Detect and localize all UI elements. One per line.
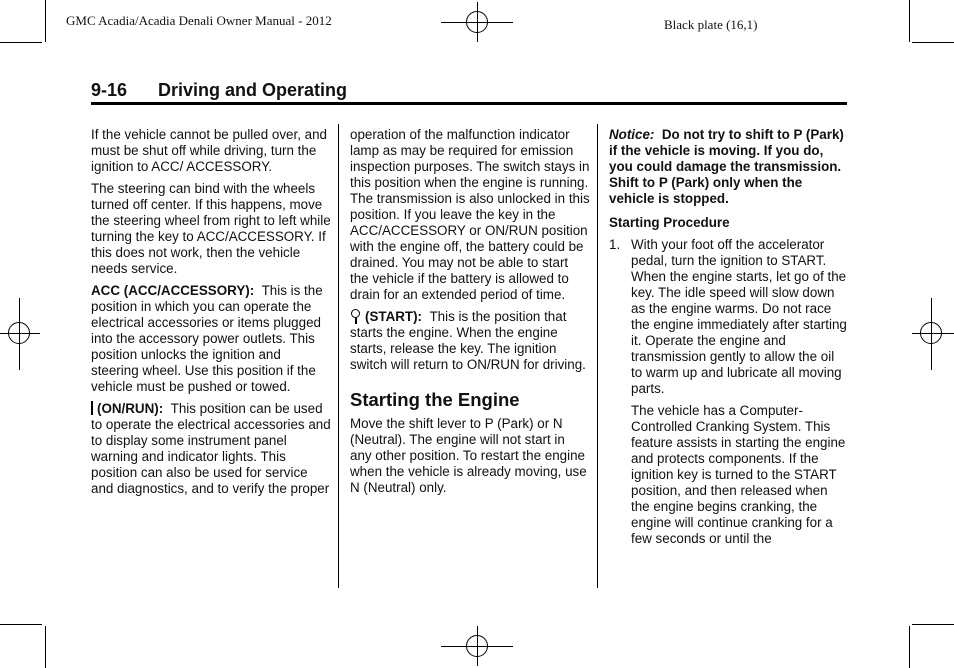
paragraph: The vehicle has a Computer-Controlled Cranking System. This feature assists in starting the engine and protects components. If the ignition key is turned to the START position, and then released when the engine begins cranking, the engine will continue cranking for a few seconds or until the xyxy=(631,403,846,546)
crop-mark xyxy=(0,42,42,43)
paragraph: The steering can bind with the wheels turned off center. If this happens, move the steering wheel from right to left while turning the key to ACC/ACCESSORY. If this does not work, then the vehicle needs service. xyxy=(91,181,331,276)
paragraph: Move the shift lever to P (Park) or N (Neutral). The engine will not start in any other position. To restart the engine when the vehicle is already moving, use N (Neutral) only. xyxy=(350,416,587,495)
list-number: 1. xyxy=(609,237,621,252)
paragraph-acc xyxy=(91,283,331,395)
crop-mark xyxy=(909,0,910,42)
notice-label: Notice: xyxy=(609,127,655,142)
paragraph-start xyxy=(350,309,590,373)
registration-line xyxy=(0,333,40,334)
key-icon xyxy=(350,309,361,323)
crop-mark xyxy=(912,624,954,625)
registration-line xyxy=(912,333,954,334)
registration-line xyxy=(931,298,932,370)
acc-text: This is the position in which you can operate the electrical accessories or items plugged into the accessory power outlets. This position unlocks the ignition and steering wheel. Use this position if the vehicle must be pushed or towed. xyxy=(91,283,323,394)
paragraph: operation of the malfunction indicator lamp as may be required for emission inspection purposes. The switch stays in this position when the engine is running. The transmission is also unlocked in this position. If you leave the key in the ACC/ACCESSORY or ON/RUN position with the engine off, the battery could be drained. You may not be able to start the vehicle if the battery is allowed to drain for an extended period of time. xyxy=(350,127,590,302)
text-column-1 xyxy=(91,127,331,503)
crop-mark xyxy=(0,624,42,625)
paragraph-onrun xyxy=(91,401,331,497)
page-number: 9-16 xyxy=(91,80,128,100)
registration-line xyxy=(477,626,478,666)
plate-label: Black plate (16,1) xyxy=(664,17,758,32)
start-label: (START): xyxy=(365,309,423,324)
registration-line xyxy=(477,2,478,42)
section-header xyxy=(91,80,847,105)
manual-title: GMC Acadia/Acadia Denali Owner Manual - 2012 xyxy=(66,13,332,28)
list-item-text: With your foot off the accelerator pedal, turn the ignition to START. When the engine starts, let go of the key. The idle speed will slow down as the engine warms. Do not race the engine immediately after starting it. Operate the engine and transmission gently to allow the oil to warm up and lubricate all moving parts. xyxy=(631,237,847,396)
acc-label: ACC (ACC/ACCESSORY): xyxy=(91,283,255,298)
start-text: This is the position that starts the engine. When the engine starts, release the key. The ignition switch will return to ON/RUN for driving. xyxy=(350,309,586,372)
crop-mark xyxy=(909,626,910,668)
onrun-label: (ON/RUN): xyxy=(97,401,164,416)
paragraph: If the vehicle cannot be pulled over, and must be shut off while driving, turn the ignition to ACC/ ACCESSORY. xyxy=(91,127,327,174)
crop-mark xyxy=(45,626,46,668)
text-column-2 xyxy=(350,127,590,502)
list-item xyxy=(609,237,849,397)
subheading-starting-procedure: Starting Procedure xyxy=(609,215,730,230)
on-run-icon xyxy=(91,401,93,415)
registration-line xyxy=(19,298,20,370)
notice-text: Do not try to shift to P (Park) if the vehicle is moving. If you do, you could damage the transmission. Shift to P (Park) only when the vehicle is stopped. xyxy=(609,127,844,206)
column-divider xyxy=(597,124,598,588)
notice-block xyxy=(609,127,849,207)
crop-mark xyxy=(45,0,46,42)
section-title: Driving and Operating xyxy=(158,80,348,100)
onrun-text: This position can be used to operate the electrical accessories and to display some instrument panel warning and indicator lights. This position can also be used for service and diagnostics, and to verify the proper xyxy=(91,401,331,496)
text-column-3 xyxy=(609,127,849,553)
crop-mark xyxy=(912,42,954,43)
column-divider xyxy=(338,124,339,588)
heading-starting-engine: Starting the Engine xyxy=(350,389,520,410)
